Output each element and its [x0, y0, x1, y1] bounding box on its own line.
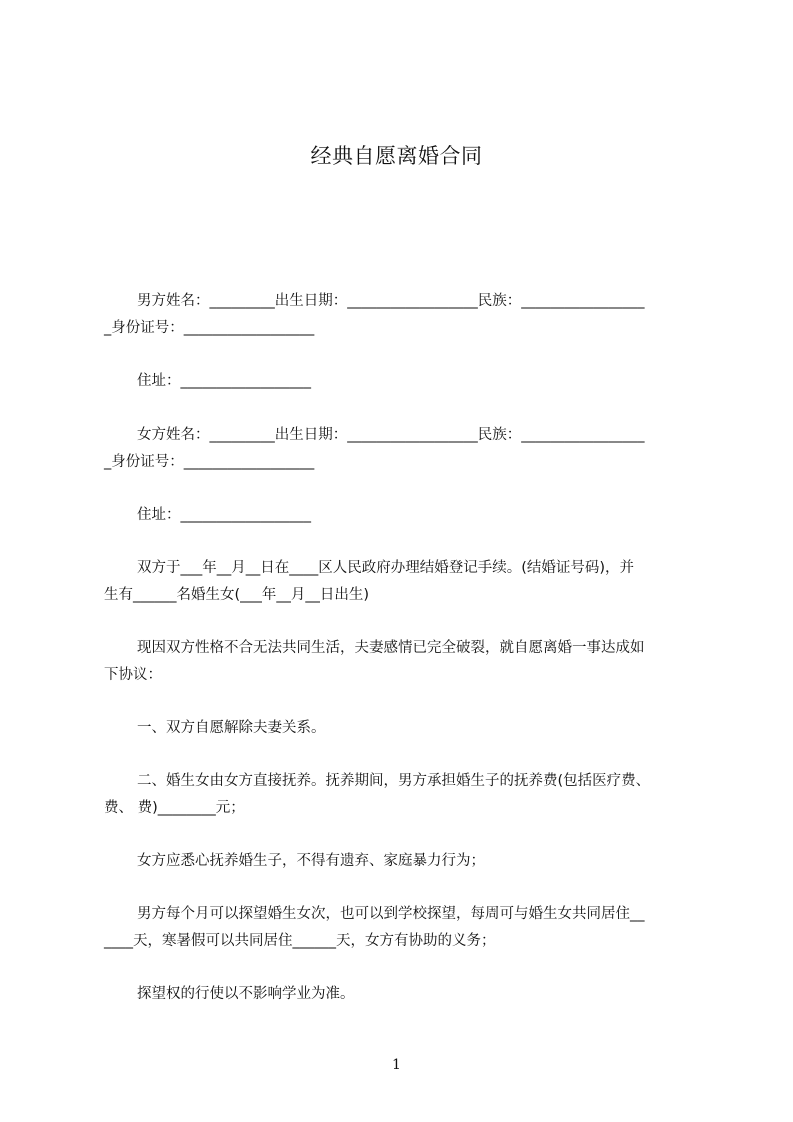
paragraph-line: [104, 502, 704, 529]
paragraph-line: [104, 582, 704, 609]
paragraph-visitation: [104, 901, 704, 955]
paragraph-clause-two: [104, 768, 704, 822]
paragraph-line: [104, 368, 704, 395]
paragraph-text: 一、双方自愿解除夫妻关系。: [137, 720, 326, 736]
paragraph-line: [104, 928, 704, 955]
paragraph-line: [104, 848, 704, 875]
paragraph-line: [104, 795, 704, 822]
paragraph-text: 双方于___年__月__日在____区人民政府办理结婚登记手续。(结婚证号码)，并: [137, 560, 635, 576]
paragraph-line: [104, 555, 704, 582]
page-number: 1: [392, 1057, 401, 1073]
paragraph-line: [104, 635, 704, 662]
paragraph-female-info: [104, 422, 704, 476]
paragraph-text: 生有______名婚生女(___年__月__日出生): [104, 587, 370, 603]
paragraph-line: [104, 449, 704, 476]
paragraph-line: [104, 901, 704, 928]
paragraph-line: [104, 715, 704, 742]
paragraph-custody-duty: [104, 848, 704, 875]
paragraph-marriage-registration: [104, 555, 704, 609]
paragraph-line: [104, 422, 704, 449]
paragraph-divorce-reason: [104, 635, 704, 689]
document-title: 经典自愿离婚合同: [310, 144, 483, 168]
paragraph-text: _身份证号：__________________: [104, 320, 315, 336]
paragraph-line: [104, 315, 704, 342]
paragraph-text: 女方姓名：_________出生日期：__________________民族：_________________: [137, 427, 645, 443]
paragraph-text: 男方姓名：_________出生日期：__________________民族：_________________: [137, 293, 645, 309]
paragraph-text: 费、 费)________元；: [104, 800, 245, 816]
paragraph-clause-one: [104, 715, 704, 742]
paragraph-line: [104, 662, 704, 689]
paragraph-text: 住址：__________________: [137, 507, 311, 523]
paragraph-text: 住址：__________________: [137, 373, 311, 389]
paragraph-text: 二、婚生女由女方直接抚养。抚养期间，男方承担婚生子的抚养费(包括医疗费、: [137, 773, 651, 789]
paragraph-text: 下协议：: [104, 667, 162, 683]
paragraph-male-info: [104, 288, 704, 342]
paragraph-text: 男方每个月可以探望婚生女次，也可以到学校探望，每周可与婚生女共同居住__: [137, 906, 645, 922]
paragraph-text: 探望权的行使以不影响学业为准。: [137, 986, 355, 1002]
paragraph-line: [104, 288, 704, 315]
paragraph-text: _身份证号：__________________: [104, 454, 315, 470]
paragraph-line: [104, 981, 704, 1008]
paragraph-text: 现因双方性格不合无法共同生活，夫妻感情已完全破裂，就自愿离婚一事达成如: [137, 640, 645, 656]
paragraph-line: [104, 768, 704, 795]
paragraph-text: 女方应悉心抚养婚生子，不得有遗弃、家庭暴力行为；: [137, 853, 485, 869]
paragraph-female-address: [104, 502, 704, 529]
paragraph-text: ____天，寒暑假可以共同居住______天，女方有协助的义务；: [104, 933, 496, 949]
paragraph-male-address: [104, 368, 704, 395]
paragraph-visitation-rights: [104, 981, 704, 1008]
